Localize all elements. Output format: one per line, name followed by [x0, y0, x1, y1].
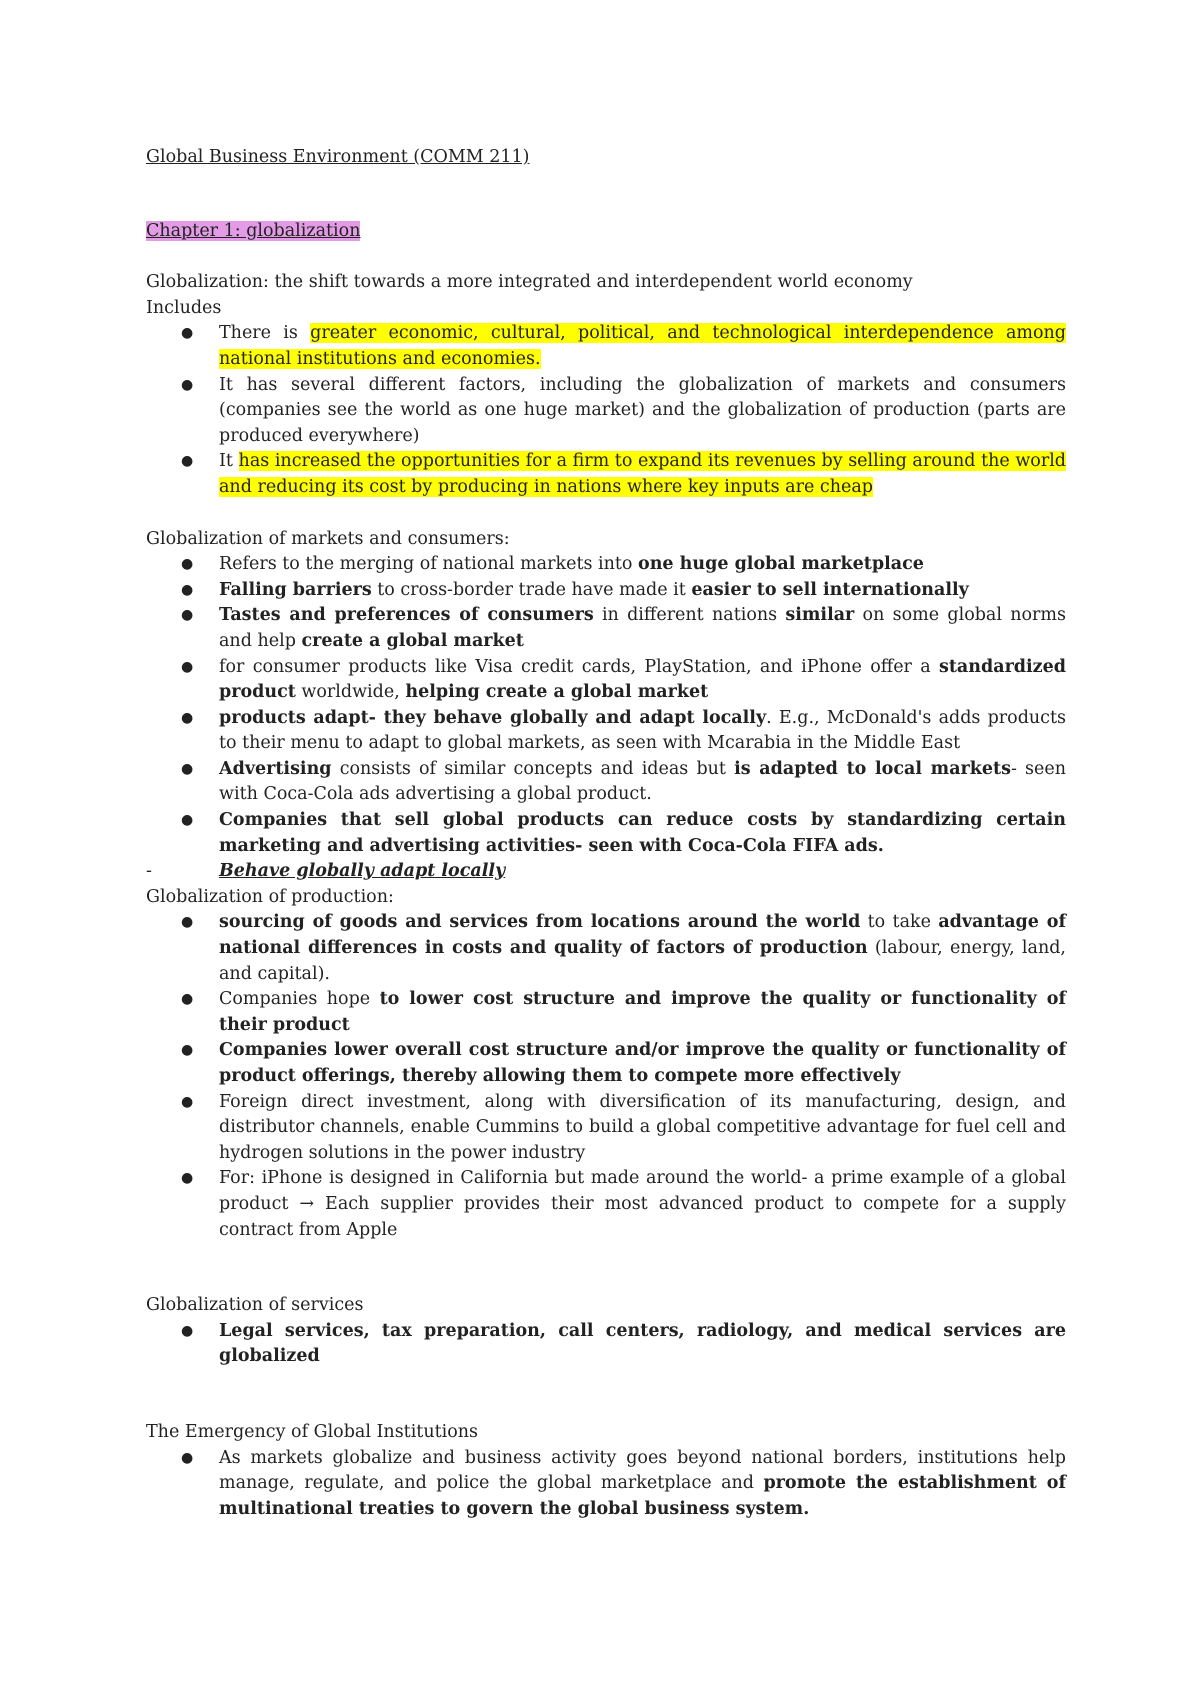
production-list — [146, 910, 1066, 1243]
highlighted-text: greater economic, cultural, political, and technological interdependence among national institutions and economies. — [219, 323, 1066, 369]
list-item: ● For: iPhone is designed in California but made around the world- a prime example of a global product → Each supplier provides their most advanced product to compete for a supply contract from Apple — [146, 1166, 1066, 1243]
list-item — [146, 449, 1066, 500]
dash-text: Behave globally adapt locally — [219, 861, 506, 882]
list-item — [146, 706, 1066, 757]
text: It — [219, 451, 239, 472]
institutions-heading: The Emergency of Global Institutions — [146, 1421, 479, 1442]
document-title: Global Business Environment (COMM 211) — [146, 147, 530, 167]
services-list — [146, 1319, 1066, 1370]
dash-item — [146, 859, 1066, 885]
list-item — [146, 321, 1066, 372]
list-item — [146, 910, 1066, 987]
bold-text: Companies lower overall cost structure and/or improve the quality or functionality of product offerings, thereby allowing them to compete more effectively — [219, 1040, 1066, 1086]
markets-heading: Globalization of markets and consumers: — [146, 528, 510, 549]
chapter-heading — [146, 219, 1066, 245]
arrow-item: ● Companies that sell global products can reduce costs by standardizing certain marketing and advertising activities- seen with Coca-Cola FIFA ads. — [146, 808, 1066, 859]
text: worldwide, — [295, 682, 406, 703]
bold-text: is adapted to local markets — [734, 758, 1011, 779]
document-page — [146, 145, 1066, 1522]
globalization-definition: Globalization: the shift towards a more integrated and interdependent world economy — [146, 272, 913, 293]
text: Refers to the merging of national markets into — [219, 554, 639, 575]
bold-text: standardized product — [219, 656, 1066, 703]
bold-text: promote the establishment of multinational treaties to govern the global business system. — [219, 1473, 1066, 1519]
text: Companies hope — [219, 989, 380, 1010]
list-item — [146, 552, 1066, 578]
markets-list — [146, 552, 1066, 808]
list-item: ● Foreign direct investment, along with diversification of its manufacturing, design, and distributor channels, enable Cummins to build a global competitive advantage for fuel cell and hydrogen solutions in the power industry — [146, 1090, 1066, 1167]
text: on some global norms and help — [219, 605, 1066, 651]
text: in different nations — [593, 605, 786, 626]
services-heading: Globalization of services — [146, 1295, 364, 1316]
list-item — [146, 757, 1066, 808]
bold-text: sourcing of goods and services from locations around the world — [219, 912, 861, 933]
bold-text: Advertising — [219, 758, 332, 779]
text: to take — [860, 912, 939, 933]
includes-list — [146, 321, 1066, 500]
highlighted-text: has increased the opportunities for a firm to expand its revenues by selling around the world and reducing its cost by producing in nations where key inputs are cheap — [219, 451, 1066, 497]
institutions-list — [146, 1446, 1066, 1523]
bold-text: create a global market — [301, 630, 524, 651]
bold-text: products adapt- they behave globally and adapt locally — [219, 707, 767, 728]
text: to cross-border trade have made it — [371, 579, 692, 600]
production-heading: Globalization of production: — [146, 886, 394, 907]
text: for consumer products like Visa credit cards, PlayStation, and iPhone offer a — [219, 656, 939, 677]
list-item: ● It has several different factors, including the globalization of markets and consumers (companies see the world as one huge market) and the globalization of production (parts are produced everywhere) — [146, 373, 1066, 450]
list-item — [146, 987, 1066, 1038]
includes-label: Includes — [146, 297, 222, 318]
bold-text: similar — [785, 605, 855, 626]
list-item — [146, 1038, 1066, 1089]
list-item — [146, 578, 1066, 604]
bold-text: to lower cost structure and improve the quality or functionality of their product — [219, 989, 1066, 1035]
dash-mark: - — [146, 861, 152, 882]
arrow-list — [146, 808, 1066, 859]
bold-text: Legal services, tax preparation, call centers, radiology, and medical services are globalized — [219, 1320, 1066, 1367]
list-item — [146, 655, 1066, 706]
text: consists of similar concepts and ideas but — [331, 758, 735, 779]
text: (labour, energy, land, and capital). — [219, 938, 1066, 984]
text: As markets globalize and business activity goes beyond national borders, institutions help manage, regulate, and police the global marketplace and — [219, 1447, 1066, 1494]
text: There is — [219, 323, 311, 344]
bold-text: easier to sell internationally — [691, 579, 969, 600]
bold-text: helping create a global market — [405, 682, 709, 703]
text: - seen with Coca-Cola ads advertising a global product. — [219, 758, 1066, 805]
bold-text: Tastes and preferences of consumers — [219, 605, 594, 626]
list-item — [146, 1446, 1066, 1523]
list-item — [146, 1319, 1066, 1370]
chapter-heading-text: Chapter 1: globalization — [146, 220, 361, 241]
bold-text: advantage of national differences in costs and quality of factors of production — [219, 912, 1066, 959]
bold-text: one huge global marketplace — [638, 554, 924, 575]
bold-text: Falling barriers — [219, 579, 372, 600]
text: . E.g., McDonald's adds products to their menu to adapt to global markets, as seen with Mcarabia in the Middle East — [219, 707, 1066, 754]
list-item — [146, 603, 1066, 654]
